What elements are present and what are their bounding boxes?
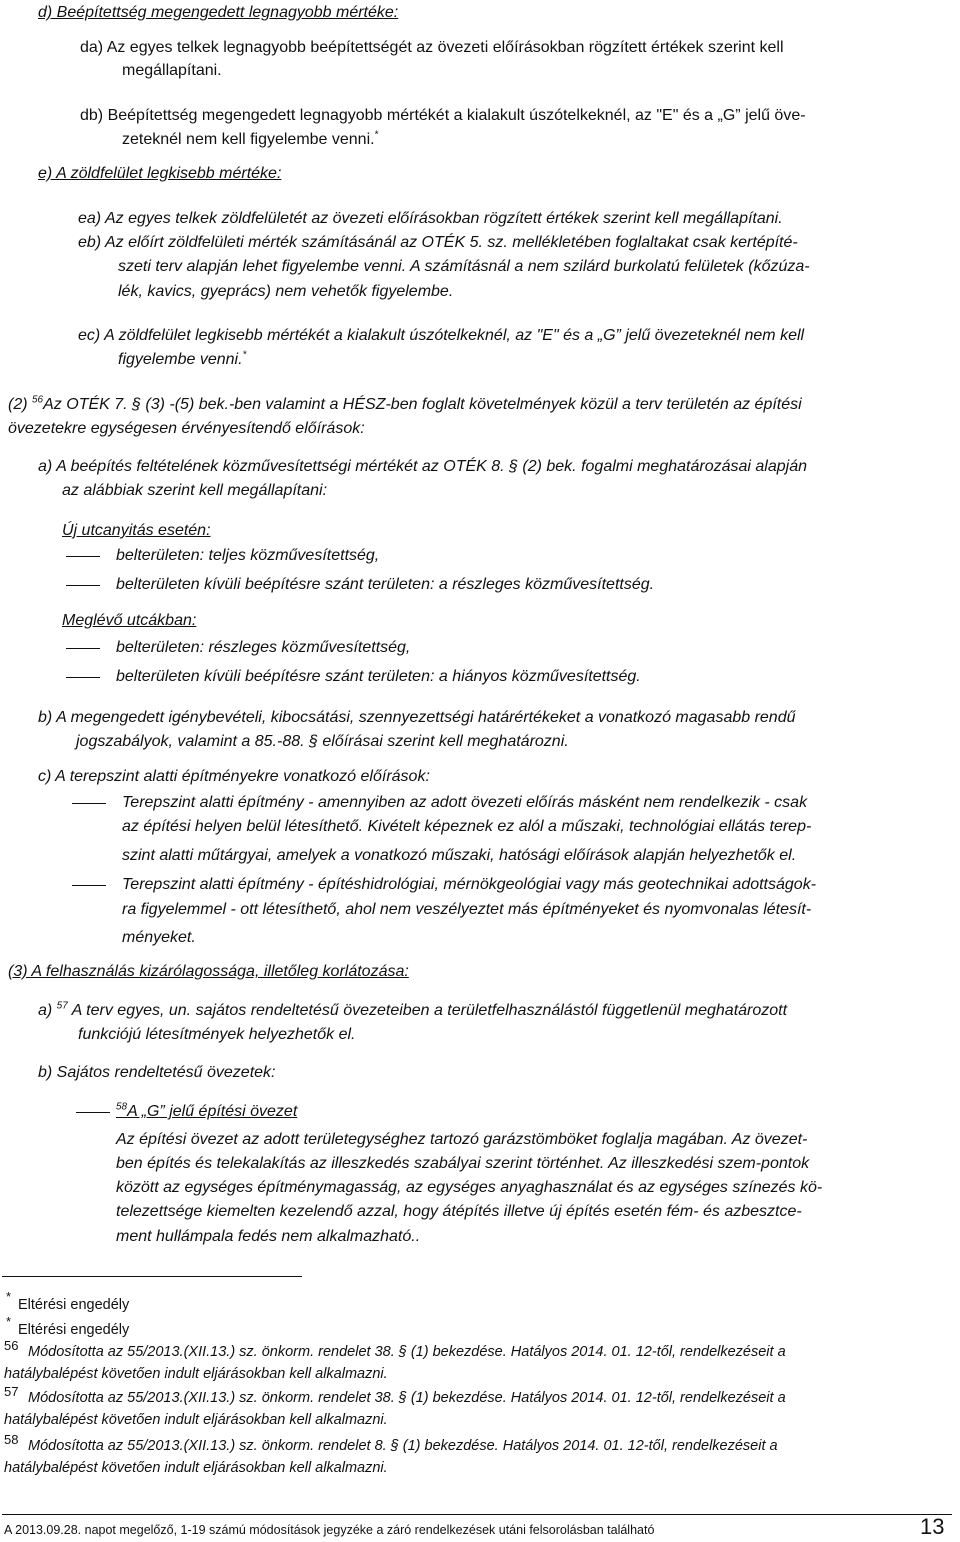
item-3a-line2: funkciójú létesítmények helyezhetők el. bbox=[78, 1026, 356, 1043]
footnote-56-line2: hatálybalépést követően indult eljárásokban kell alkalmazni. bbox=[4, 1366, 388, 1382]
new-street-item-1: belterületen: teljes közművesítettség, bbox=[116, 547, 380, 564]
paragraph-2-line2: övezetekre egységesen érvényesítendő előírások: bbox=[8, 420, 365, 437]
zone-g-text-line2: ben építés és telekalakítás az illeszkedés szabályai szerint történhet. Az illeszkedési szem-pontok bbox=[116, 1155, 810, 1172]
bullet-dash bbox=[66, 585, 100, 586]
bullet-dash bbox=[66, 648, 100, 649]
page-number: 13 bbox=[920, 1514, 945, 1539]
item-2c-2-line3: ményeket. bbox=[122, 929, 196, 946]
footnote-58-number: 58 bbox=[4, 1432, 19, 1447]
item-2a-line2: az alábbiak szerint kell megállapítani: bbox=[62, 482, 328, 499]
footnote-star-1: Eltérési engedély bbox=[18, 1297, 130, 1313]
item-eb-line1: eb) Az előírt zöldfelületi mérték számításánál az OTÉK 5. sz. mellékletében foglaltakat csak kertépíté- bbox=[78, 234, 798, 251]
item-db-line2: zeteknél nem kell figyelembe venni.* bbox=[122, 129, 379, 148]
item-ec-line1: ec) A zöldfelület legkisebb mértékét a kialakult úszótelkeknél, az "E" és a „G” jelű övezeteknél nem kell bbox=[78, 327, 805, 344]
zone-g-title: $^{58}$A „G” jelű építési övezet bbox=[116, 1101, 298, 1120]
footer-note: A 2013.09.28. napot megelőző, 1-19 számú módosítások jegyzéke a záró rendelkezések utáni felsorolásban található bbox=[4, 1523, 655, 1537]
footnote-star-1-mark: * bbox=[6, 1289, 12, 1304]
zone-g-text-line5: ment hullámpala fedés nem alkalmazható.. bbox=[116, 1228, 421, 1245]
item-2c-1-line1: Terepszint alatti építmény - amennyiben az adott övezeti előírás másként nem rendelkezik - csak bbox=[122, 794, 808, 811]
item-3b-heading: b) Sajátos rendeltetésű övezetek: bbox=[38, 1064, 276, 1081]
item-ec-line2: figyelembe venni.* bbox=[118, 349, 247, 368]
item-2c-heading: c) A terepszint alatti építményekre vonatkozó előírások: bbox=[38, 768, 430, 785]
section-d-heading: d) Beépítettség megengedett legnagyobb mértéke: bbox=[38, 4, 399, 21]
footnote-57-line1: Módosította az 55/2013.(XII.13.) sz. önkorm. rendelet 38. § (1) bekezdése. Hatályos 2014. 01. 12-től, rendelkezéseit a bbox=[28, 1390, 786, 1406]
bullet-dash bbox=[66, 556, 100, 557]
footnote-56-number: 56 bbox=[4, 1338, 19, 1353]
paragraph-2-line1: (2) $^{56}$Az OTÉK 7. § (3) -(5) bek.-ben valamint a HÉSZ-ben foglalt követelmények közül a terv területén az építési bbox=[8, 394, 802, 413]
item-2c-1-line2: az építési helyen belül létesíthető. Kivételt képeznek ez alól a műszaki, technológiai ellátás terep- bbox=[122, 818, 812, 835]
existing-street-label: Meglévő utcákban: bbox=[62, 612, 197, 629]
new-street-label: Új utcanyitás esetén: bbox=[62, 522, 211, 539]
item-eb-line3: lék, kavics, gyeprács) nem vehetők figyelembe. bbox=[118, 283, 454, 300]
zone-g-text-line4: telezettsége kiemelten kezelendő azzal, hogy átépítés illetve új építés esetén fém- és azbesztce- bbox=[116, 1203, 802, 1220]
footnote-star-2: Eltérési engedély bbox=[18, 1322, 130, 1338]
item-2b-line2: jogszabályok, valamint a 85.-88. § előírásai szerint kell meghatározni. bbox=[76, 733, 569, 750]
footer-rule bbox=[2, 1514, 952, 1515]
existing-street-item-2: belterületen kívüli beépítésre szánt területen: a hiányos közművesítettség. bbox=[116, 668, 641, 685]
footnote-57-number: 57 bbox=[4, 1384, 19, 1399]
bullet-dash bbox=[66, 677, 100, 678]
zone-g-text-line3: között az egységes építménymagasság, az egységes anyaghasználat és az egységes színezés kö- bbox=[116, 1179, 823, 1196]
footnote-58-line2: hatálybalépést követően indult eljárásokban kell alkalmazni. bbox=[4, 1460, 388, 1476]
item-eb-line2: szeti terv alapján lehet figyelembe venni. A számításnál a nem szilárd burkolatú felületek (kőzúza- bbox=[118, 258, 810, 275]
footnote-separator bbox=[2, 1276, 302, 1277]
item-ea: ea) Az egyes telkek zöldfelületét az övezeti előírásokban rögzített értékek szerint kell megállapítani. bbox=[78, 210, 783, 227]
bullet-dash bbox=[72, 803, 106, 804]
paragraph-3-heading: (3) A felhasználás kizárólagossága, illetőleg korlátozása: bbox=[8, 963, 409, 980]
bullet-dash bbox=[72, 885, 106, 886]
item-3a-line1: a) $^{57}$ A terv egyes, un. sajátos rendeltetésű övezeteiben a területfelhasználástól függetlenül meghatározott bbox=[38, 1000, 788, 1019]
item-da-line1: da) Az egyes telkek legnagyobb beépítettségét az övezeti előírásokban rögzített értékek szerint kell bbox=[80, 39, 784, 56]
section-e-heading: e) A zöldfelület legkisebb mértéke: bbox=[38, 165, 282, 182]
new-street-item-2: belterületen kívüli beépítésre szánt területen: a részleges közművesítettség. bbox=[116, 576, 655, 593]
zone-g-text-line1: Az építési övezet az adott területegységhez tartozó garázstömböket foglalja magában. Az övezet- bbox=[116, 1131, 808, 1148]
item-2b-line1: b) A megengedett igénybevételi, kibocsátási, szennyezettségi határértékeket a vonatkozó magasabb rendű bbox=[38, 709, 796, 726]
item-2a-line1: a) A beépítés feltételének közművesítettségi mértékét az OTÉK 8. § (2) bek. fogalmi meghatározásai alapján bbox=[38, 458, 807, 475]
existing-street-item-1: belterületen: részleges közművesítettség, bbox=[116, 639, 411, 656]
item-da-line2: megállapítani. bbox=[122, 62, 222, 79]
footnote-56-line1: Módosította az 55/2013.(XII.13.) sz. önkorm. rendelet 38. § (1) bekezdése. Hatályos 2014. 01. 12-től, rendelkezéseit a bbox=[28, 1344, 786, 1360]
item-db-line1: db) Beépítettség megengedett legnagyobb mértékét a kialakult úszótelkeknél, az "E" és a „G” jelű öve- bbox=[80, 107, 806, 124]
item-2c-1-line3: szint alatti műtárgyai, amelyek a vonatkozó műszaki, hatósági előírások alapján helyezhetők el. bbox=[122, 847, 797, 864]
item-2c-2-line1: Terepszint alatti építmény - építéshidrológiai, mérnökgeológiai vagy más geotechnikai adottságok- bbox=[122, 876, 817, 893]
footnote-57-line2: hatálybalépést követően indult eljárásokban kell alkalmazni. bbox=[4, 1412, 388, 1428]
footnote-58-line1: Módosította az 55/2013.(XII.13.) sz. önkorm. rendelet 8. § (1) bekezdése. Hatályos 2014. 01. 12-től, rendelkezéseit a bbox=[28, 1438, 778, 1454]
footnote-star-2-mark: * bbox=[6, 1314, 12, 1329]
bullet-dash bbox=[76, 1112, 110, 1113]
item-2c-2-line2: ra figyelemmel - ott létesíthető, ahol nem veszélyeztet más építményeket és nyomvonalas létesít- bbox=[122, 901, 812, 918]
